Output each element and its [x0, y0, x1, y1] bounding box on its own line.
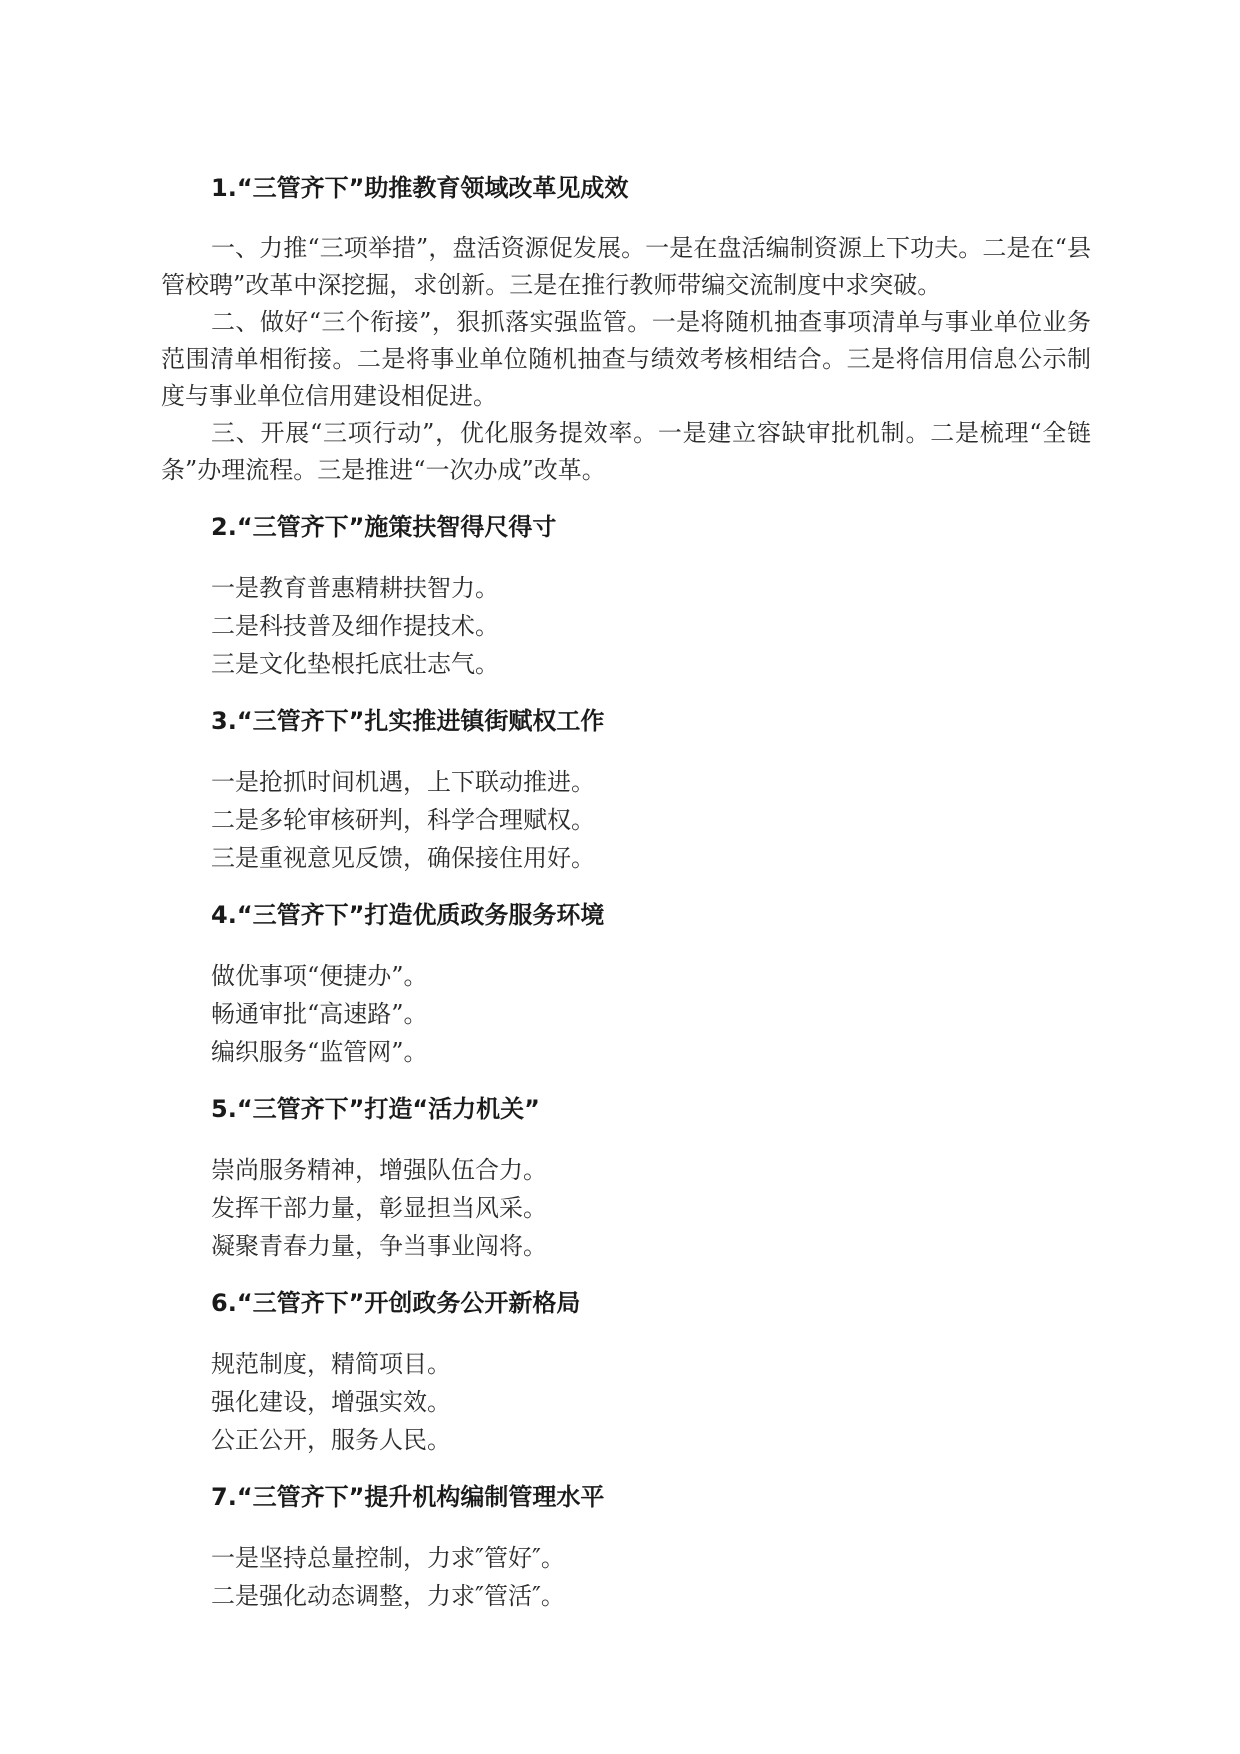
list-item: 编织服务“监管网”。 [211, 1038, 428, 1066]
section-heading: 1.“三管齐下”助推教育领域改革见成效 [211, 174, 629, 202]
section-heading: 5.“三管齐下”打造“活力机关” [211, 1095, 540, 1123]
list-item: 二是科技普及细作提技术。 [211, 612, 499, 640]
paragraph: 二、做好“三个衔接”，狠抓落实强监管。一是将随机抽查事项清单与事业单位业务范围清单相衔接。二是将事业单位随机抽查与绩效考核相结合。三是将信用信息公示制度与事业单位信用建设相促进。 [161, 308, 1091, 410]
list-item: 发挥干部力量，彰显担当风采。 [211, 1194, 547, 1222]
section-5 [161, 1091, 1091, 1265]
list-item: 畅通审批“高速路”。 [211, 1000, 428, 1028]
list-item: 公正公开，服务人民。 [211, 1426, 451, 1454]
list-item: 规范制度，精简项目。 [211, 1350, 451, 1378]
section-heading: 4.“三管齐下”打造优质政务服务环境 [211, 901, 605, 929]
list-item: 一是教育普惠精耕扶智力。 [211, 574, 499, 602]
paragraph: 三、开展“三项行动”，优化服务提效率。一是建立容缺审批机制。二是梳理“全链条”办理流程。三是推进“一次办成”改革。 [161, 419, 1091, 484]
list-item: 一是坚持总量控制，力求″管好″。 [211, 1544, 565, 1572]
list-item: 二是多轮审核研判，科学合理赋权。 [211, 806, 595, 834]
list-item: 强化建设，增强实效。 [211, 1388, 451, 1416]
section-heading: 3.“三管齐下”扎实推进镇街赋权工作 [211, 707, 605, 735]
section-6 [161, 1285, 1091, 1459]
list-item: 做优事项“便捷办”。 [211, 962, 428, 990]
section-heading: 7.“三管齐下”提升机构编制管理水平 [211, 1483, 605, 1511]
list-item: 二是强化动态调整，力求″管活″。 [211, 1582, 565, 1610]
list-item: 崇尚服务精神，增强队伍合力。 [211, 1156, 547, 1184]
paragraph: 一、力推“三项举措”，盘活资源促发展。一是在盘活编制资源上下功夫。二是在“县管校聘”改革中深挖掘，求创新。三是在推行教师带编交流制度中求突破。 [161, 234, 1091, 299]
section-4 [161, 897, 1091, 1071]
section-7 [161, 1479, 1091, 1615]
list-item: 凝聚青春力量，争当事业闯将。 [211, 1232, 547, 1260]
section-heading: 6.“三管齐下”开创政务公开新格局 [211, 1289, 581, 1317]
list-item: 三是文化垫根托底壮志气。 [211, 650, 499, 678]
section-heading: 2.“三管齐下”施策扶智得尺得寸 [211, 513, 557, 541]
section-1 [161, 170, 1091, 489]
document-page [161, 170, 1091, 1635]
section-2 [161, 509, 1091, 683]
list-item: 一是抢抓时间机遇，上下联动推进。 [211, 768, 595, 796]
section-3 [161, 703, 1091, 877]
list-item: 三是重视意见反馈，确保接住用好。 [211, 844, 595, 872]
